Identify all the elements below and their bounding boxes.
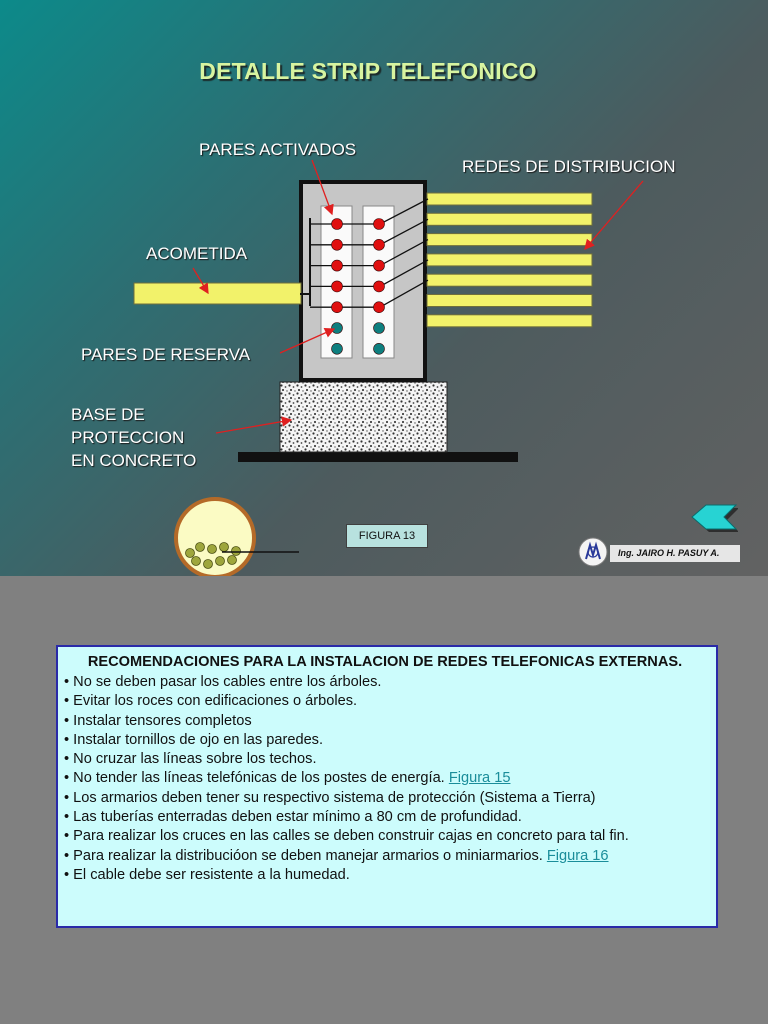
label-base-line3: EN CONCRETO [71, 451, 197, 470]
recommendation-text: Instalar tensores completos [73, 712, 252, 729]
recommendation-item [64, 673, 706, 692]
active-pair-dot [374, 239, 385, 250]
recommendation-text: No se deben pasar los cables entre los árboles. [73, 674, 382, 690]
cable-section-icon [176, 499, 299, 576]
recommendation-item [64, 847, 706, 866]
active-pair-dot [332, 281, 343, 292]
label-base-line2: PROTECCION [71, 428, 185, 447]
recommendation-text: No cruzar las líneas sobre los techos. [73, 751, 317, 768]
recommendations-box [56, 645, 718, 928]
acometida-cable [134, 283, 301, 304]
distribution-cable [427, 274, 592, 286]
slide-title: DETALLE STRIP TELEFONICO [199, 58, 537, 84]
recommendation-text: El cable debe ser resistente a la humedad. [73, 866, 350, 883]
recommendation-item [64, 731, 706, 750]
active-pair-dot [374, 302, 385, 313]
recommendation-item [64, 827, 706, 846]
recommendations-list [64, 673, 706, 885]
distribution-cable [427, 295, 592, 307]
label-pares-reserva: PARES DE RESERVA [81, 345, 251, 364]
back-arrow-icon[interactable] [690, 502, 738, 532]
author-credit: Ing. JAIRO H. PASUY A. [610, 545, 740, 562]
active-pair-dot [332, 219, 343, 230]
reserve-pair-dot [332, 323, 343, 334]
recommendation-text: No tender las líneas telefónicas de los postes de energía. [73, 770, 445, 787]
distribution-cable [427, 213, 592, 225]
figure-label: FIGURA 13 [346, 524, 428, 548]
author-logo-icon [578, 537, 608, 567]
label-pares-activados: PARES ACTIVADOS [199, 140, 357, 159]
label-acometida: ACOMETIDA [146, 244, 248, 263]
figure-link[interactable]: Figura 15 [448, 770, 511, 787]
recommendation-item [64, 866, 706, 885]
recommendation-item [64, 750, 706, 769]
recommendation-item [64, 712, 706, 731]
recommendation-item [64, 789, 706, 808]
recommendation-text: Para realizar la distribucióon se deben manejar armarios o miniarmarios. [73, 847, 543, 864]
distribution-cables [427, 193, 592, 327]
label-base-line1: BASE DE [71, 405, 145, 424]
active-pair-dot [374, 219, 385, 230]
recommendation-item [64, 808, 706, 827]
recommendation-item [64, 769, 706, 788]
recommendation-text: Para realizar los cruces en las calles se deben construir cajas en concreto para tal fin. [73, 828, 629, 845]
reserve-pair-dot [374, 343, 385, 354]
label-redes-distribucion: REDES DE DISTRIBUCION [462, 157, 676, 176]
distribution-cable [427, 315, 592, 327]
concrete-base [280, 382, 447, 452]
active-pair-dot [332, 260, 343, 271]
reserve-pair-dot [374, 323, 385, 334]
recommendation-text: Evitar los roces con edificaciones o árboles. [73, 693, 358, 710]
figure-link[interactable]: Figura 16 [546, 847, 609, 864]
recommendations-title: RECOMENDACIONES PARA LA INSTALACION DE REDES TELEFONICAS EXTERNAS. [87, 654, 683, 670]
distribution-cable [427, 193, 592, 205]
recommendation-item [64, 692, 706, 711]
reserve-pair-dot [332, 343, 343, 354]
recommendation-text: Las tuberías enterradas deben estar mínimo a 80 cm de profundidad. [73, 809, 522, 826]
pointer-redes [585, 181, 643, 249]
distribution-cable [427, 254, 592, 266]
active-pair-dot [374, 260, 385, 271]
recommendation-text: Los armarios deben tener su respectivo sistema de protección (Sistema a Tierra) [73, 789, 596, 806]
active-pair-dot [332, 239, 343, 250]
active-pair-dot [374, 281, 385, 292]
recommendation-text: Instalar tornillos de ojo en las paredes. [73, 731, 324, 748]
ground-slab [238, 452, 518, 462]
distribution-cable [427, 234, 592, 246]
active-pair-dot [332, 302, 343, 313]
